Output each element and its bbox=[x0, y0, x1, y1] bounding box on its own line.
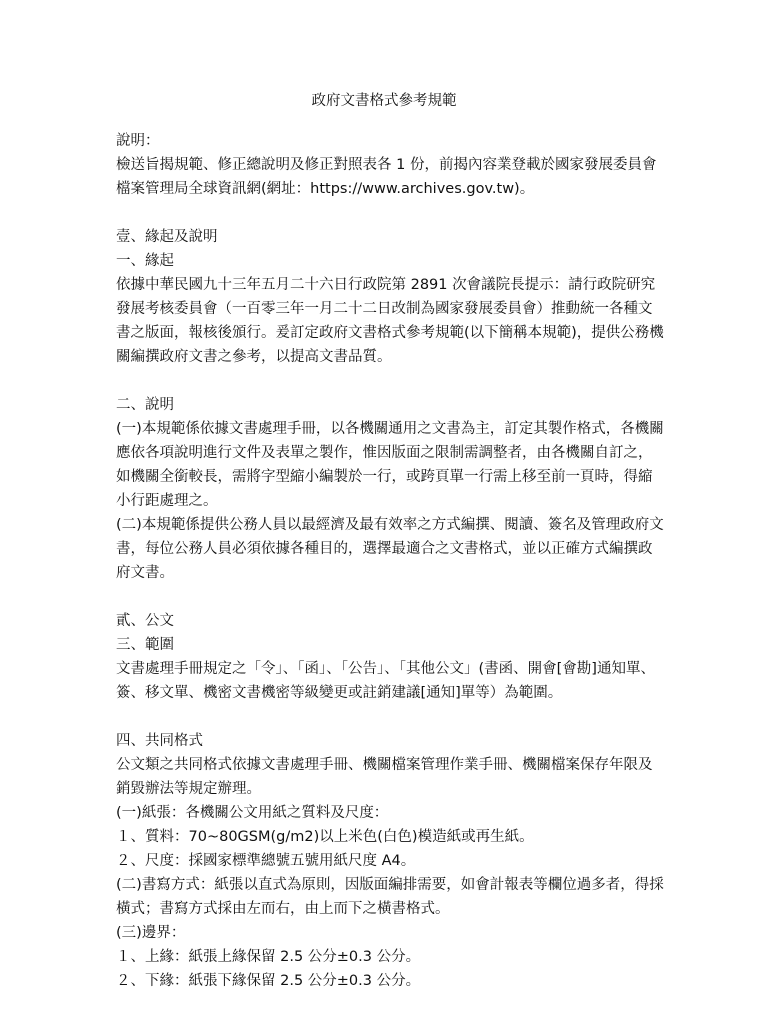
document-body bbox=[116, 129, 664, 993]
paragraph-gap bbox=[116, 369, 664, 393]
paragraph-description-2: (二)本規範係提供公務人員以最經濟及最有效率之方式編撰、閱讀、簽名及管理政府文書，每位公務人員必須依據各種目的，選擇最適合之文書格式，並以正確方式編撰政府文書。 bbox=[116, 517, 664, 581]
item-paper-size: ２、尺度：採國家標準總號五號用紙尺度 A4。 bbox=[116, 853, 416, 869]
paragraph-common-format: 公文類之共同格式依據文書處理手冊、機關檔案管理作業手冊、機關檔案保存年限及銷毀辦法等規定辦理。 bbox=[116, 757, 653, 797]
paragraph-explanation: 檢送旨揭規範、修正總說明及修正對照表各 1 份，前揭內容業登載於國家發展委員會檔案管理局全球資訊網(網址：https://www.archives.gov.tw)。 bbox=[116, 157, 657, 197]
item-bottom-margin: ２、下緣：紙張下緣保留 2.5 公分±0.3 公分。 bbox=[116, 973, 421, 989]
heading-origin: 一、緣起 bbox=[116, 253, 174, 269]
paragraph-gap bbox=[116, 201, 664, 225]
item-margins: (三)邊界： bbox=[116, 925, 186, 941]
heading-description: 二、說明 bbox=[116, 397, 174, 413]
item-paper-quality: １、質料：70~80GSM(g/m2)以上米色(白色)模造紙或再生紙。 bbox=[116, 829, 534, 845]
heading-common-format: 四、共同格式 bbox=[116, 733, 203, 749]
paragraph-scope: 文書處理手冊規定之「令」、「函」、「公告」、「其他公文」(書函、開會[會勘]通知單、簽、移文單、機密文書機密等級變更或註銷建議[通知]單等）為範圍。 bbox=[116, 661, 655, 701]
paragraph-gap bbox=[116, 705, 664, 729]
document-title: 政府文書格式參考規範 bbox=[311, 93, 457, 109]
heading-explanation: 說明： bbox=[116, 133, 160, 149]
heading-section-2: 貳、公文 bbox=[116, 613, 174, 629]
heading-section-1: 壹、緣起及說明 bbox=[116, 229, 218, 245]
paragraph-gap bbox=[116, 585, 664, 609]
heading-scope: 三、範圍 bbox=[116, 637, 174, 653]
item-top-margin: １、上緣：紙張上緣保留 2.5 公分±0.3 公分。 bbox=[116, 949, 421, 965]
paragraph-description-1: (一)本規範係依據文書處理手冊，以各機關通用之文書為主，訂定其製作格式，各機關應依各項說明進行文件及表單之製作，惟因版面之限制需調整者，由各機關自訂之，如機關全銜較長，需將字型縮小編製於一行，或跨頁單一行需上移至前一頁時，得縮小行距處理之。 bbox=[116, 421, 664, 509]
paragraph-origin: 依據中華民國九十三年五月二十六日行政院第 2891 次會議院長提示：請行政院研究發展考核委員會（一百零三年一月二十二日改制為國家發展委員會）推動統一各種文書之版面，報核後頒行。爰訂定政府文書格式參考規範(以下簡稱本規範)，提供公務機關編撰政府文書之參考，以提高文書品質。 bbox=[116, 277, 664, 365]
item-writing-style: (二)書寫方式：紙張以直式為原則，因版面編排需要，如會計報表等欄位過多者，得採橫式；書寫方式採由左而右，由上而下之橫書格式。 bbox=[116, 877, 664, 917]
item-paper: (一)紙張：各機關公文用紙之質料及尺度： bbox=[116, 805, 389, 821]
